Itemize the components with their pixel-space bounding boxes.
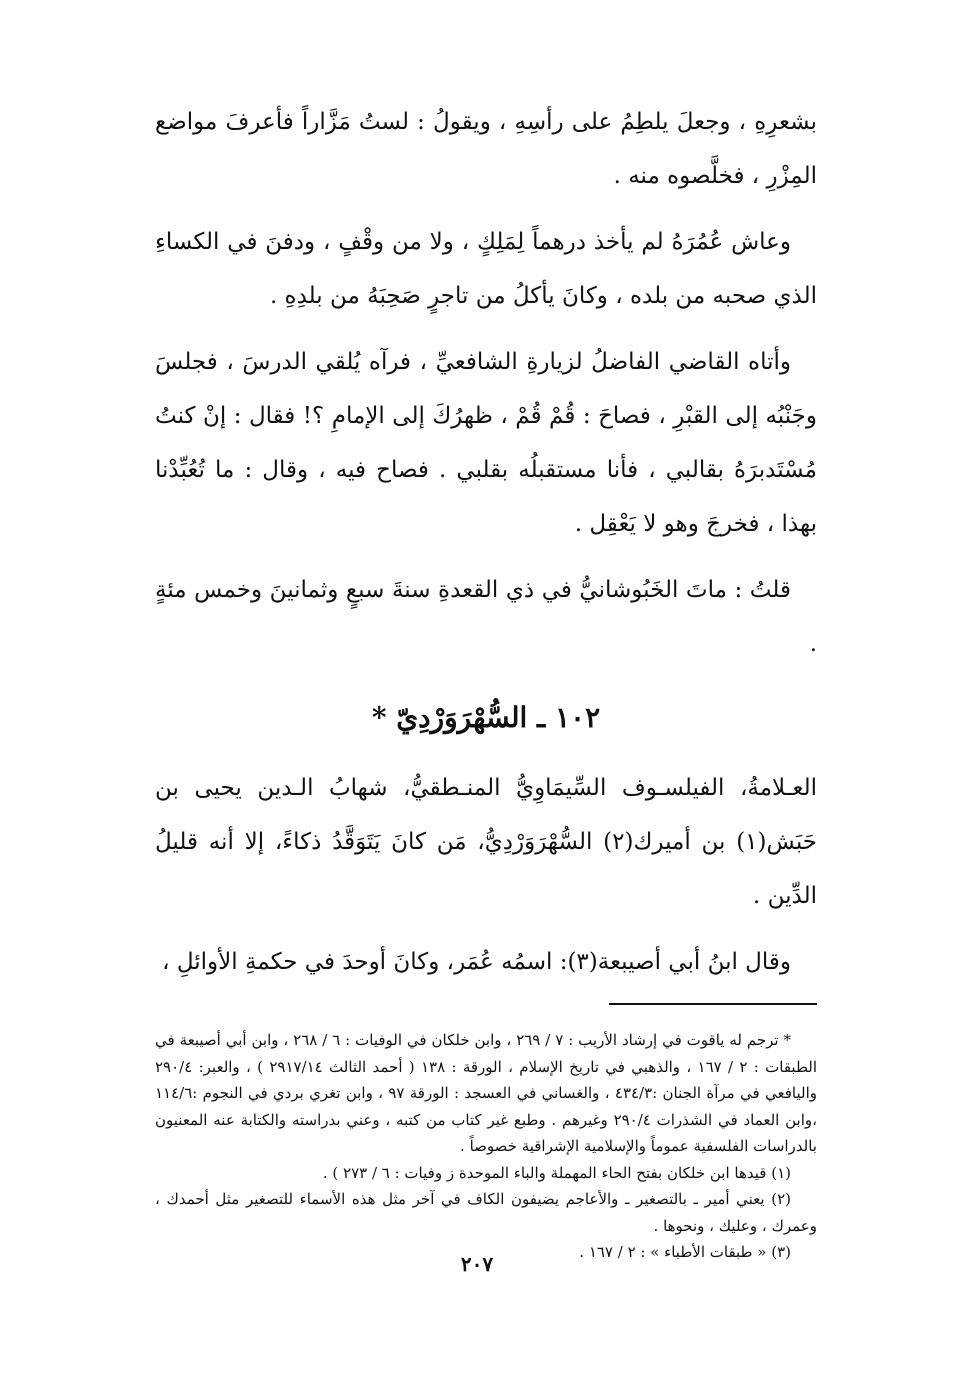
footnote-3: (٣) « طبقات الأطباء » : ٢ / ١٦٧ .	[579, 1243, 791, 1261]
footnote-2: (٢) يعني أمير ـ بالتصغير ـ والأعاجم يضيفون الكاف في آخر مثل هذه الأسماء للتصغير مثل أحمدك ، وعمرك ، وعليك ، ونحوها .	[155, 1190, 817, 1235]
footnotes	[155, 1027, 817, 1266]
paragraph-death-note: قلتُ : ماتَ الخَبُوشانيُّ في ذي القعدةِ سنةَ سبعٍ وثمانينَ وخمس مئةٍ .	[155, 577, 817, 657]
page-body	[155, 95, 817, 1266]
bio-paragraph-ibn-abi-usaybia: وقال ابنُ أبي أصيبعة(٣): اسمُه عُمَر، وكانَ أوحدَ في حكمةِ الأوائلِ ،	[162, 949, 791, 975]
page-number: ٢٠٧	[460, 1252, 494, 1276]
footnote-1: (١) قيدها ابن خلكان بفتح الحاء المهملة والباء الموحدة ﺯ وفيات : ٦ / ٢٧٣ ) .	[322, 1163, 791, 1182]
paragraph-qadi-fadil: وأتاه القاضي الفاضلُ لزيارةِ الشافعيِّ ، فرآه يُلقي الدرسَ ، فجلسَ وجَنْبُه إلى القبْرِ ، فصاحَ : قُمْ قُمْ ، ظهرُكَ إلى الإمامِ ؟! فقال : إنْ كنتُ مُسْتَدبرَهُ بقالبي ، فأنا مستقبلُه بقلبي . فصاح فيه ، وقال : ما تُعُبِّدْنا بهذا ، فخرجَ وهو لا يَعْقِل .	[155, 349, 817, 537]
main-text	[155, 95, 817, 671]
footnote-divider	[609, 1003, 817, 1005]
entry-heading: ١٠٢ ـ السُّهْرَوَرْدِيّ *	[371, 701, 601, 734]
footnote-sources: * ترجم له ياقوت في إرشاد الأريب : ٧ / ٢٦٩ ، وابن خلكان في الوفيات : ٦ / ٢٦٨ ، وابن أبي أصيبعة في الطبقات : ٢ / ١٦٧ ، والذهبي في تاريخ الإسلام ، الورقة : ١٣٨ ( أحمد الثالث ٢٩١٧/١٤ ) ، والعبر: ٢٩٠/٤ واليافعي في مرآة الجنان :٤٣٤/٣ ، والغساني في العسجد : الورقة ٩٧ ، وابن تغري بردي في النجوم :١١٤/٦ ،وابن العماد في الشذرات ٢٩٠/٤ وغيرهم . وطبع غير كتاب من كتبه ، وعني بدراسته والكتابة عنه المعنيون بالدراسات الفلسفية عموماً والإسلامية الإشراقية خصوصاً .	[155, 1031, 818, 1155]
paragraph-umar: وعاش عُمُرَهُ لم يأخذ درهماً لِمَلِكٍ ، ولا من وقْفٍ ، ودفنَ في الكساءِ الذي صحبه من بلده ، وكانَ يأكلُ من تاجرٍ صَحِبَهُ من بلدِهِ .	[155, 229, 817, 309]
biography-text	[155, 761, 817, 989]
bio-paragraph-intro: العـلامةُ، الفيلسـوف السِّيمَاوِيُّ المنـطقيُّ، شهابُ الـدين يحيى بن حَبَش(١) بن أميرك(٢) السُّهْرَوَرْدِيُّ، مَن كانَ يَتَوَقَّدُ ذكاءً، إلا أنه قليلُ الدِّين .	[155, 775, 817, 909]
paragraph-continuation: بشعرِهِ ، وجعلَ يلطِمُ على رأسِهِ ، ويقولُ : لستُ مَزَّاراً فأعرفَ مواضع المِزْرِ ، فخلَّصوه منه .	[155, 109, 817, 189]
